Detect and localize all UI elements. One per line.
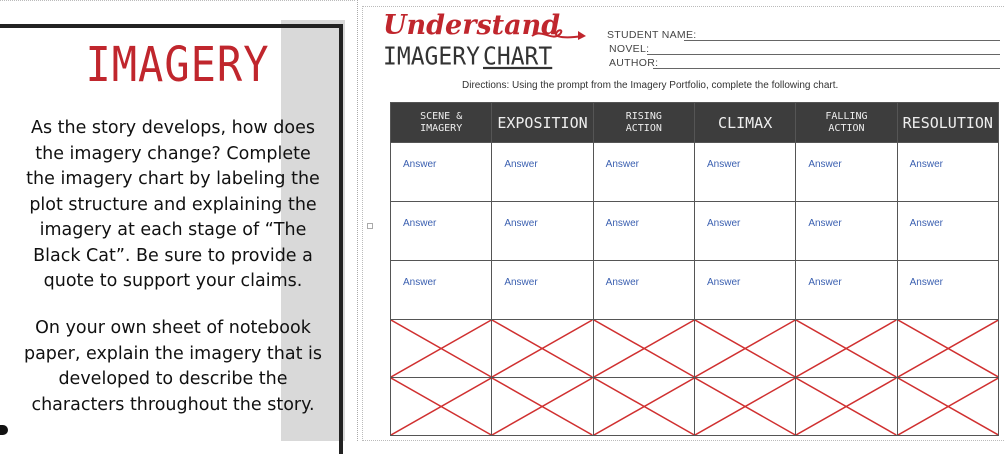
worksheet-script-heading: Understand [383,10,561,41]
cross-out-mark [898,320,998,377]
crossed-cell [391,378,492,436]
instruction-line: On your own sheet of notebook [35,318,311,338]
answer-cell[interactable] [593,143,694,202]
column-header [593,103,694,143]
cross-out-mark [695,378,795,435]
answer-cell[interactable] [897,143,998,202]
answer-cell[interactable] [391,261,492,320]
instruction-line: the imagery change? Complete [35,143,311,164]
crossed-cell [796,378,897,436]
answer-text[interactable]: Answer [504,159,538,170]
cross-out-mark [391,320,491,377]
cross-out-mark [391,378,491,435]
cross-out-mark [594,378,694,435]
crossed-cell [897,320,998,378]
student-name-label: STUDENT NAME: [607,29,697,41]
column-header-line: RESOLUTION [902,113,993,132]
answer-text[interactable]: Answer [403,159,437,170]
answer-text[interactable]: Answer [808,159,842,170]
worksheet-title: IMAGERY [383,42,480,72]
answer-text[interactable]: Answer [605,218,640,229]
crossed-cell [694,378,795,436]
column-header-line: RISING [625,110,662,122]
answer-cell[interactable] [593,261,694,320]
crossed-cell [593,320,694,378]
crossed-row [391,320,999,378]
answer-cell[interactable] [694,261,795,320]
instruction-line: the imagery chart by labeling the [26,169,320,189]
answer-text[interactable]: Answer [504,218,538,229]
answer-cell[interactable] [492,143,593,202]
answer-text[interactable]: Answer [706,218,741,229]
answer-cell[interactable] [796,143,897,202]
answer-cell[interactable] [593,202,694,261]
answer-text[interactable]: Answer [605,159,640,170]
cross-out-mark [796,320,896,377]
answer-cell[interactable] [694,143,795,202]
answer-cell[interactable] [796,202,897,261]
crossed-row [391,378,999,436]
answer-cell[interactable] [897,202,998,261]
instruction-line: developed to describe the [58,369,288,389]
header-row [391,103,999,143]
crossed-cell [492,378,593,436]
answer-text[interactable]: Answer [605,277,640,288]
cross-out-mark [695,320,795,377]
answer-text[interactable]: Answer [909,218,943,229]
crossed-cell [694,320,795,378]
answer-text[interactable]: Answer [403,218,437,229]
novel-label: NOVEL: [609,43,650,55]
answer-text[interactable]: Answer [808,277,842,288]
novel-field[interactable] [647,54,1000,55]
slide-title: IMAGERY [85,36,270,93]
column-header-line: ACTION [625,122,662,134]
answer-row [391,143,999,202]
instruction-line: As the story develops, how does [30,118,316,138]
answer-row [391,261,999,320]
author-field[interactable] [653,68,1000,69]
answer-cell[interactable] [492,261,593,320]
answer-text[interactable]: Answer [504,277,538,288]
column-header [391,103,492,143]
column-header-line: ACTION [828,122,865,134]
student-name-field[interactable] [684,40,1000,41]
slide-divider [357,0,358,441]
column-header-line: EXPOSITION [497,113,588,132]
instruction-line: imagery at each stage of “The [39,220,307,240]
cross-out-mark [898,378,998,435]
answer-cell[interactable] [492,202,593,261]
instructions-paragraph-2 [8,316,338,418]
instruction-line: Black Cat”. Be sure to provide a [33,245,313,266]
crossed-cell [796,320,897,378]
column-header [796,103,897,143]
column-header [694,103,795,143]
answer-cell[interactable] [391,143,492,202]
answer-cell[interactable] [694,202,795,261]
worksheet-title-underlined: CHART [483,42,553,72]
answer-cell[interactable] [391,202,492,261]
instructions-paragraph-1 [8,116,338,295]
author-label: AUTHOR: [609,57,659,69]
answer-text[interactable]: Answer [403,277,437,288]
answer-row [391,202,999,261]
cross-out-mark [492,378,592,435]
column-header-line: IMAGERY [420,122,463,134]
crossed-cell [492,320,593,378]
answer-text[interactable]: Answer [706,277,741,288]
column-header-line: FALLING [825,110,868,122]
directions-text: Directions: Using the prompt from the Imagery Portfolio, complete the following chart. [462,80,839,91]
instruction-line: plot structure and explaining the [29,194,317,215]
answer-text[interactable]: Answer [808,218,842,229]
cross-out-mark [796,378,896,435]
crossed-cell [391,320,492,378]
instruction-line: quote to support your claims. [43,271,303,291]
answer-text[interactable]: Answer [909,277,943,288]
column-header-line: CLIMAX [718,113,773,132]
cross-out-mark [594,320,694,377]
answer-cell[interactable] [897,261,998,320]
answer-text[interactable]: Answer [706,159,741,170]
imagery-chart-table [390,102,999,436]
column-header [897,103,998,143]
resize-handle[interactable] [367,223,373,229]
column-header [492,103,593,143]
crossed-cell [593,378,694,436]
crossed-cell [897,378,998,436]
instruction-line: paper, explain the imagery that is [23,343,323,364]
instruction-line: characters throughout the story. [31,394,315,415]
column-header-line: SCENE & [420,110,463,122]
answer-text[interactable]: Answer [909,159,943,170]
cross-out-mark [492,320,592,377]
answer-cell[interactable] [796,261,897,320]
